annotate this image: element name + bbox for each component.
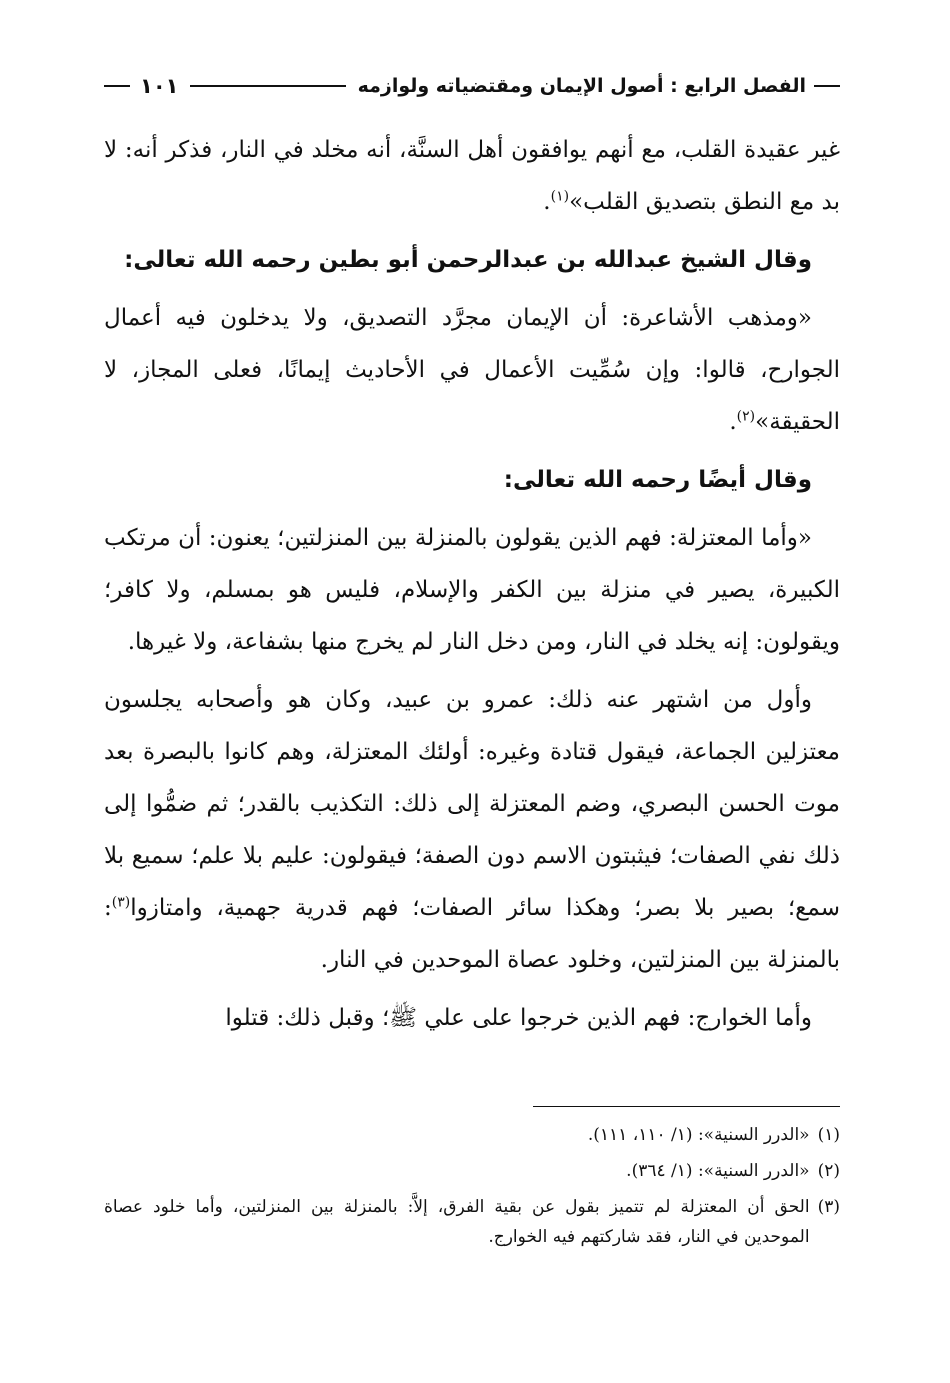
- footnote-2: [104, 1156, 840, 1186]
- footnote-text: الحق أن المعتزلة لم تتميز بقول عن بقية الفرق، إلاَّ: بالمنزلة بين المنزلتين، وأما خلود عصاة الموحدين في النار، فقد شاركتهم فيه الخوارج.: [104, 1197, 810, 1247]
- footnote-number: (١): [817, 1125, 840, 1145]
- main-text: [104, 124, 840, 1050]
- footnote-ref-2: (٢): [736, 408, 756, 425]
- header-rule-middle: [190, 85, 345, 87]
- header-rule-right: [814, 85, 840, 87]
- paragraph-continued: غير عقيدة القلب، مع أنهم يوافقون أهل السنَّة، أنه مخلد في النار، فذكر أنه: لا بد مع النطق بتصديق القلب»$^{(١)}$.: [104, 137, 840, 215]
- footnote-text: «الدرر السنية»: (١/ ١١٠، ١١١).: [587, 1125, 810, 1145]
- footnote-1: [104, 1120, 840, 1150]
- footnote-ref-3: (٣): [111, 894, 131, 911]
- running-header: [104, 66, 840, 106]
- footnotes: [104, 1120, 840, 1258]
- page-number: ١٠١: [140, 74, 179, 98]
- quote-intro-2: وقال أيضًا رحمه الله تعالى:: [503, 467, 812, 493]
- chapter-title: الفصل الرابع : أصول الإيمان ومقتضياته ولوازمه: [357, 75, 806, 97]
- paragraph-amr-ibn-ubayd: وأول من اشتهر عنه ذلك: عمرو بن عبيد، وكان هو وأصحابه يجلسون معتزلين الجماعة، فيقول قتادة وغيره: أولئك المعتزلة، وهم كانوا بالبصرة بعد موت الحسن البصري، وضم المعتزلة إلى ذلك: التكذيب بالقدر؛ ثم ضمُّوا إلى ذلك نفي الصفات؛ فيثبتون الاسم دون الصفة؛ فيقولون: عليم بلا علم؛ سميع بلا سمع؛ بصير بلا بصر؛ وهكذا سائر الصفات؛ فهم قدرية جهمية، وامتازوا$^{(٣)}$: بالمنزلة بين المنزلتين، وخلود عصاة الموحدين في النار.: [104, 687, 840, 973]
- footnote-ref-1: (١): [550, 188, 570, 205]
- footnote-number: (٢): [817, 1161, 840, 1181]
- footnote-separator: [533, 1106, 840, 1107]
- footnote-text: «الدرر السنية»: (١/ ٣٦٤).: [626, 1161, 810, 1181]
- quote-mutazila: «وأما المعتزلة: فهم الذين يقولون بالمنزلة بين المنزلتين؛ يعنون: أن مرتكب الكبيرة، يصير في منزلة بين الكفر والإسلام، فليس هو بمسلم، ولا كافر؛ ويقولون: إنه يخلد في النار، ومن دخل النار لم يخرج منها بشفاعة، ولا غيرها.: [104, 525, 840, 655]
- quote-intro-1: وقال الشيخ عبدالله بن عبدالرحمن أبو بطين رحمه الله تعالى:: [124, 247, 812, 273]
- footnote-number: (٣): [817, 1197, 840, 1217]
- footnote-3: [104, 1192, 840, 1252]
- paragraph-khawarij: وأما الخوارج: فهم الذين خرجوا على علي ﷺ؛ وقبل ذلك: قتلوا: [225, 1005, 812, 1031]
- quote-ashaira: «ومذهب الأشاعرة: أن الإيمان مجرَّد التصديق، ولا يدخلون فيه أعمال الجوارح، قالوا: وإن سُمِّيت الأعمال في الأحاديث إيمانًا، فعلى المجاز، لا الحقيقة»$^{(٢)}$.: [104, 305, 840, 435]
- header-rule-left: [104, 85, 130, 87]
